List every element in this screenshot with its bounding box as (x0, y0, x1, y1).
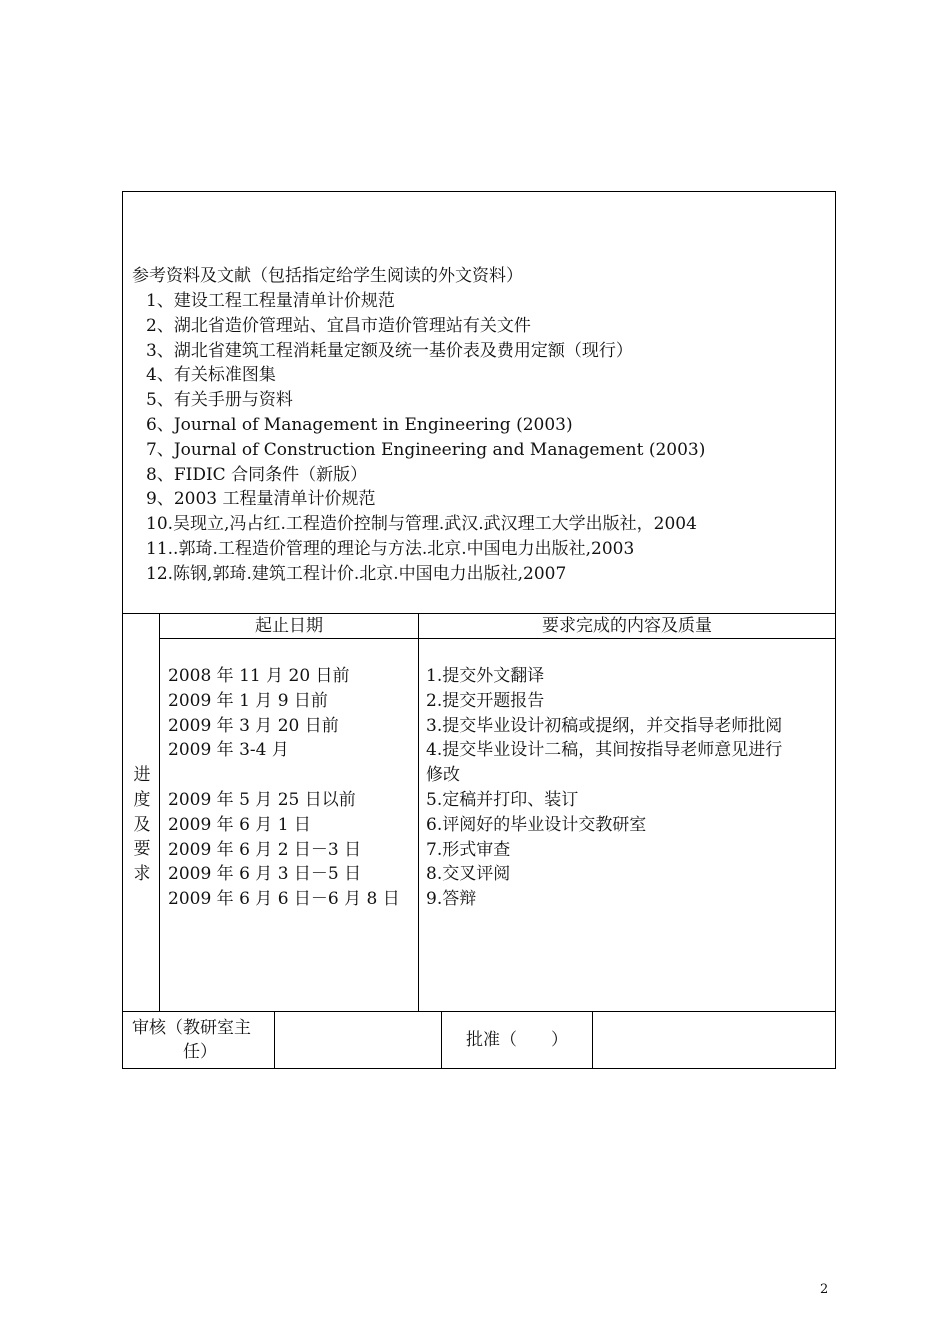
schedule-task: 3.提交毕业设计初稿或提纲，并交指导老师批阅 (426, 715, 783, 736)
side-label-char: 进 (133, 765, 151, 785)
schedule-task: 2.提交开题报告 (426, 690, 545, 711)
side-label-char: 及 (133, 814, 151, 835)
date-list (168, 664, 400, 912)
table-divider (274, 1011, 275, 1068)
side-label-char: 求 (133, 864, 151, 885)
page-number: 2 (820, 1282, 829, 1297)
reference-item: 3、湖北省建筑工程消耗量定额及统一基价表及费用定额（现行） (146, 340, 633, 361)
review-label-line1: 审核（教研室主 (132, 1018, 251, 1038)
reference-item: 1、建设工程工程量清单计价规范 (146, 291, 395, 311)
schedule-task: 6.评阅好的毕业设计交教研室 (426, 814, 647, 835)
table-divider (835, 613, 836, 1069)
schedule-side-label (131, 763, 153, 887)
schedule-date: 2009 年 3 月 20 日前 (168, 715, 339, 736)
reference-item: 11..郭琦.工程造价管理的理论与方法.北京.中国电力出版社,2003 (146, 538, 635, 559)
task-list (426, 664, 782, 912)
side-label-char: 度 (133, 789, 151, 810)
review-label (132, 1016, 268, 1064)
reference-item: 5、有关手册与资料 (146, 390, 293, 411)
schedule-date: 2009 年 6 月 3 日－5 日 (168, 864, 362, 885)
schedule-task: 4.提交毕业设计二稿，其间按指导老师意见进行 (426, 740, 783, 761)
table-divider (592, 1011, 593, 1068)
schedule-task: 修改 (426, 765, 460, 786)
table-divider (159, 613, 160, 1011)
reference-item: 10.吴现立,冯占红.工程造价控制与管理.武汉.武汉理工大学出版社，2004 (146, 514, 697, 535)
reference-item: 4、有关标准图集 (146, 365, 276, 386)
table-divider (418, 613, 419, 1011)
schedule-task: 8.交叉评阅 (426, 864, 511, 885)
reference-item: 12.陈钢,郭琦.建筑工程计价.北京.中国电力出版社,2007 (146, 563, 567, 584)
references-title: 参考资料及文献（包括指定给学生阅读的外文资料） (132, 266, 523, 286)
table-divider (122, 1068, 836, 1069)
reference-item: 7、Journal of Construction Engineering and Management (2003) (146, 439, 706, 460)
reference-item: 6、Journal of Management in Engineering (2003) (146, 414, 573, 435)
schedule-date (168, 763, 400, 788)
schedule-date: 2009 年 3-4 月 (168, 740, 289, 761)
schedule-date: 2009 年 6 月 6 日－6 月 8 日 (168, 889, 400, 910)
date-column-header: 起止日期 (255, 616, 323, 636)
schedule-date: 2009 年 1 月 9 日前 (168, 690, 328, 711)
ratify-label: 批准（ ） (466, 1030, 568, 1050)
table-divider (122, 613, 123, 1069)
schedule-date: 2009 年 5 月 25 日以前 (168, 789, 356, 810)
schedule-date: 2009 年 6 月 1 日 (168, 814, 311, 835)
task-column-header: 要求完成的内容及质量 (542, 616, 712, 636)
schedule-task: 5.定稿并打印、装订 (426, 789, 579, 810)
review-label-line2: 任） (183, 1042, 217, 1062)
schedule-task: 1.提交外文翻译 (426, 666, 545, 686)
reference-item: 2、湖北省造价管理站、宜昌市造价管理站有关文件 (146, 315, 531, 336)
references-list (146, 289, 705, 587)
reference-item: 9、2003 工程量清单计价规范 (146, 489, 376, 510)
side-label-char: 要 (133, 839, 151, 860)
schedule-date: 2008 年 11 月 20 日前 (168, 666, 350, 686)
schedule-task: 9.答辩 (426, 889, 477, 910)
schedule-date: 2009 年 6 月 2 日－3 日 (168, 839, 362, 860)
reference-item: 8、FIDIC 合同条件（新版） (146, 464, 368, 485)
schedule-task: 7.形式审查 (426, 839, 511, 860)
